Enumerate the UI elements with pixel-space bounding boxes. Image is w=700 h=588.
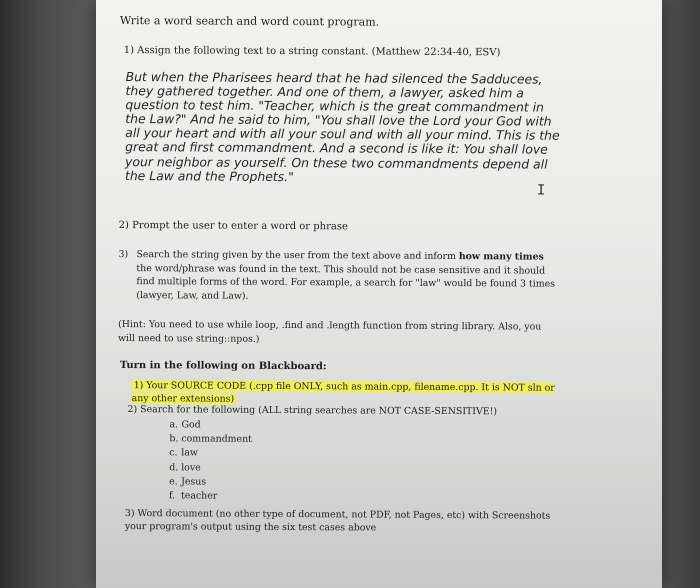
step-3-number: 3) [118, 248, 129, 261]
hint-text: (Hint: You need to use while loop, .find and .length function from string library. Also, you will need to use string::npos.) [117, 318, 542, 345]
list-letter: a. [169, 419, 179, 431]
list-word: God [181, 419, 201, 431]
list-item [169, 461, 252, 476]
search-item: 2) Search for the following (ALL string searches are NOT CASE-SENSITIVE!) [127, 404, 498, 418]
list-letter: c. [169, 447, 178, 459]
list-item [169, 418, 252, 433]
quote-line: great and first commandment. And a second is like it: You shall love [125, 139, 548, 158]
list-letter: d. [169, 461, 179, 473]
list-letter: e. [169, 476, 178, 488]
list-word: commandment [181, 433, 252, 446]
list-word: law [181, 447, 198, 459]
highlighted-source-code-text: 1) Your SOURCE CODE (.cpp file ONLY, such as main.cpp, filename.cpp. It is NOT sln or any other extensions) [131, 380, 555, 405]
list-item [169, 433, 252, 448]
list-item [169, 447, 252, 462]
step-3-text [136, 248, 558, 305]
step-3-bold: how many times [458, 251, 544, 263]
list-word: Jesus [181, 476, 207, 488]
step-3-part1: Search the string given by the user from the text above and inform [136, 249, 459, 263]
quote-line: your neighbor as yourself. On these two commandments depend all [125, 153, 548, 172]
step-1-text: 1) Assign the following text to a string constant. (Matthew 22:34-40, ESV) [123, 45, 501, 59]
list-item [169, 489, 252, 504]
list-letter: f. [168, 490, 176, 502]
text-cursor-icon: I [536, 182, 546, 199]
step-3-block [118, 248, 558, 305]
step-2-text: 2) Prompt the user to enter a word or phrase [118, 219, 348, 233]
list-letter: b. [169, 433, 179, 445]
list-item [169, 475, 252, 490]
search-word-list [169, 418, 252, 504]
list-word: love [181, 461, 201, 474]
assignment-title: Write a word search and word count program. [119, 13, 380, 29]
quote-line: But when the Pharisees heard that he had silenced the Sadducees, [125, 69, 543, 87]
word-document-item: 3) Word document (no other type of document, not PDF, not Pages, etc) with Screenshots your program's output using the six test cases above [124, 508, 551, 534]
quote-line: all your heart and with all your soul and with all your mind. This is the [125, 125, 560, 144]
quote-line: the Law and the Prophets." [124, 167, 294, 184]
scripture-quote [125, 70, 564, 185]
quote-line: they gathered together. And one of them, a lawyer, asked him a [125, 83, 524, 101]
turn-in-heading: Turn in the following on Blackboard: [119, 360, 327, 373]
list-word: teacher [180, 490, 218, 502]
step-3-part2: the word/phrase was found in the text. This should not be case sensitive and it should find multiple forms of the word. For example, a search for "law" would be found 3 times (lawyer, Law, and Law). [136, 262, 556, 302]
quote-line: the Law?" And he said to him, "You shall love the Lord your God with [125, 111, 552, 129]
quote-line: question to test him. "Teacher, which is the great commandment in [125, 97, 544, 115]
